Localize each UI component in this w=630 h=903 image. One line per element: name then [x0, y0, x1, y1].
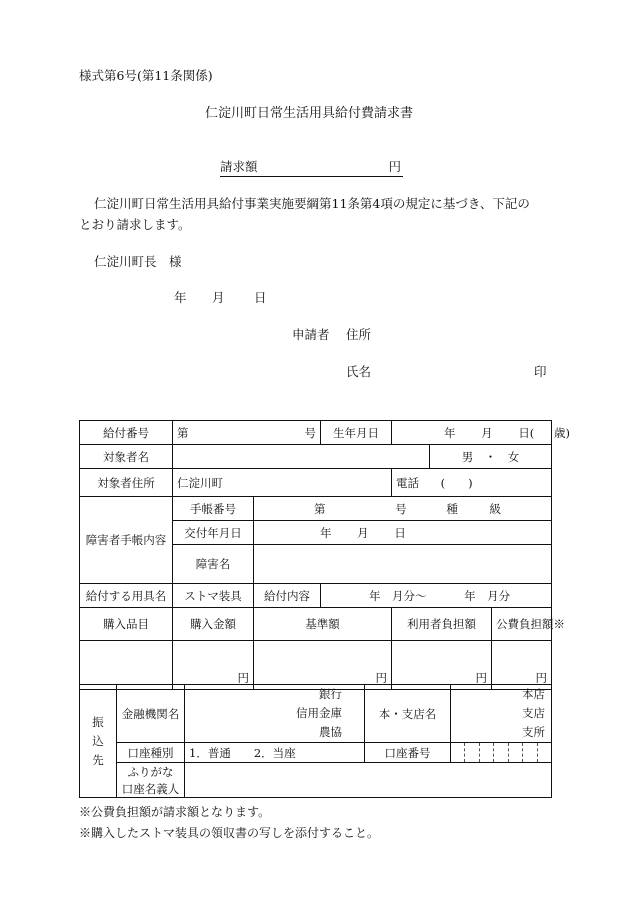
- dob-year: 年: [444, 425, 456, 440]
- handbook-number-suffix: 号: [395, 501, 407, 516]
- digit-box[interactable]: [493, 743, 507, 762]
- transfer-char-1: 振: [92, 714, 104, 729]
- base-amount-field[interactable]: [254, 641, 392, 690]
- address-label: 住所: [346, 327, 372, 342]
- grant-number-suffix: 号: [304, 425, 316, 440]
- row-equipment: [80, 584, 552, 608]
- purchase-price-field[interactable]: [173, 641, 254, 690]
- addressee: 仁淀川町長 様: [94, 254, 182, 269]
- disability-name-label: 障害名: [173, 545, 254, 584]
- handbook-number-field[interactable]: [254, 497, 552, 521]
- yen-unit: 円: [237, 671, 249, 685]
- issue-day: 日: [394, 525, 406, 540]
- branch-type-office: 支所: [522, 725, 545, 739]
- col-public-burden: 公費負担額※: [492, 608, 552, 641]
- phone-label: 電話: [396, 475, 419, 490]
- col-base-amount: 基準額: [254, 608, 392, 641]
- target-name-field[interactable]: [173, 445, 430, 469]
- institution-field[interactable]: [185, 685, 365, 743]
- furigana-label: ふりがな: [117, 763, 185, 781]
- digit-box[interactable]: [464, 743, 478, 762]
- row-grant-number: [80, 421, 552, 445]
- handbook-number-prefix: 第: [314, 501, 326, 516]
- dob-month: 月: [481, 425, 493, 440]
- date-year: 年: [174, 290, 187, 305]
- furigana-field[interactable]: [185, 763, 552, 781]
- handbook-grade: 級: [489, 501, 501, 516]
- col-purchase-price: 購入金額: [173, 608, 254, 641]
- digit-box[interactable]: [522, 743, 536, 762]
- equipment-label: 給付する用具名: [80, 584, 173, 608]
- digit-box[interactable]: [508, 743, 522, 762]
- col-purchase-item: 購入品目: [80, 608, 173, 641]
- row-furigana: [80, 763, 552, 781]
- row-target-name: [80, 445, 552, 469]
- row-handbook-number: [80, 497, 552, 521]
- page-title: 仁淀川町日常生活用具給付費請求書: [205, 106, 414, 121]
- institution-type-bank: 銀行: [319, 687, 342, 701]
- grant-number-prefix: 第: [177, 425, 189, 440]
- grant-number-label: 給付番号: [80, 421, 173, 445]
- transfer-account-table: [79, 684, 552, 798]
- amount-label: 請求額: [220, 159, 258, 174]
- row-account-type: [80, 743, 552, 763]
- name-label: 氏名: [346, 364, 372, 379]
- row-target-address: [80, 469, 552, 497]
- row-amounts: [80, 641, 552, 690]
- grant-period-field[interactable]: [321, 584, 552, 608]
- purchase-item-field[interactable]: [80, 641, 173, 690]
- yen-unit: 円: [475, 671, 487, 685]
- amount-unit: 円: [388, 159, 401, 174]
- digit-box[interactable]: [451, 743, 464, 762]
- public-burden-field[interactable]: [492, 641, 552, 690]
- request-form-table: [79, 420, 570, 690]
- issue-date-field[interactable]: [254, 521, 552, 545]
- digit-box[interactable]: [537, 743, 551, 762]
- branch-field[interactable]: [451, 685, 552, 743]
- row-column-headers: [80, 608, 552, 641]
- target-address-label: 対象者住所: [80, 469, 173, 497]
- dob-age: 歳): [553, 425, 570, 440]
- target-name-label: 対象者名: [80, 445, 173, 469]
- period-from: 年 月分～: [369, 588, 427, 603]
- note-1: ※公費負担額が請求額となります。: [79, 805, 271, 819]
- applicant-label: 申請者: [292, 327, 330, 342]
- digit-box[interactable]: [479, 743, 493, 762]
- row-account-holder: [80, 780, 552, 798]
- row-institution: [80, 685, 552, 743]
- note-2: ※購入したストマ装具の領収書の写しを添付すること。: [79, 826, 380, 840]
- account-type-label: 口座種別: [117, 743, 185, 763]
- body-text-line-2: とおり請求します。: [79, 217, 191, 232]
- body-text-line-1: 仁淀川町日常生活用具給付事業実施要綱第11条第4項の規定に基づき、下記の: [94, 196, 530, 211]
- handbook-label: 障害者手帳内容: [80, 497, 173, 584]
- branch-type-sub: 支店: [522, 706, 545, 720]
- disability-name-field[interactable]: [254, 545, 552, 584]
- account-type-field[interactable]: 1．普通 2．当座: [185, 743, 365, 763]
- seal-mark: 印: [534, 364, 547, 379]
- account-number-field[interactable]: [451, 743, 552, 763]
- col-user-burden: 利用者負担額: [392, 608, 492, 641]
- form-number: 様式第6号(第11条関係): [79, 68, 213, 83]
- amount-line: [220, 161, 403, 177]
- handbook-number-label: 手帳番号: [173, 497, 254, 521]
- yen-unit: 円: [535, 671, 548, 685]
- institution-label: 金融機関名: [117, 685, 185, 743]
- holder-label: 口座名義人: [117, 780, 185, 798]
- issue-month: 月: [357, 525, 369, 540]
- date-day: 日: [254, 290, 267, 305]
- equipment-value: ストマ装具: [173, 584, 254, 608]
- institution-type-agri: 農協: [319, 725, 342, 739]
- handbook-type: 種: [446, 501, 458, 516]
- issue-date-label: 交付年月日: [173, 521, 254, 545]
- institution-type-credit: 信用金庫: [296, 706, 342, 720]
- branch-label: 本・支店名: [365, 685, 451, 743]
- grant-number-field[interactable]: [173, 421, 321, 445]
- dob-label: 生年月日: [321, 421, 392, 445]
- target-address-field[interactable]: 仁淀川町: [173, 469, 392, 497]
- phone-paren: ( ): [440, 475, 473, 490]
- grant-content-label: 給付内容: [254, 584, 321, 608]
- transfer-char-2: 込: [92, 733, 104, 748]
- transfer-destination-label: [80, 685, 117, 798]
- branch-type-main: 本店: [522, 687, 545, 701]
- date-month: 月: [212, 290, 225, 305]
- yen-unit: 円: [375, 671, 387, 685]
- dob-day: 日(: [518, 425, 535, 440]
- transfer-char-3: 先: [92, 752, 104, 767]
- phone-field[interactable]: [392, 469, 552, 497]
- gender-field[interactable]: 男 ・ 女: [430, 445, 552, 469]
- user-burden-field[interactable]: [392, 641, 492, 690]
- dob-field[interactable]: [392, 421, 570, 445]
- account-number-label: 口座番号: [365, 743, 451, 763]
- issue-year: 年: [320, 525, 332, 540]
- holder-field[interactable]: [185, 780, 552, 798]
- period-to: 年 月分: [464, 588, 511, 603]
